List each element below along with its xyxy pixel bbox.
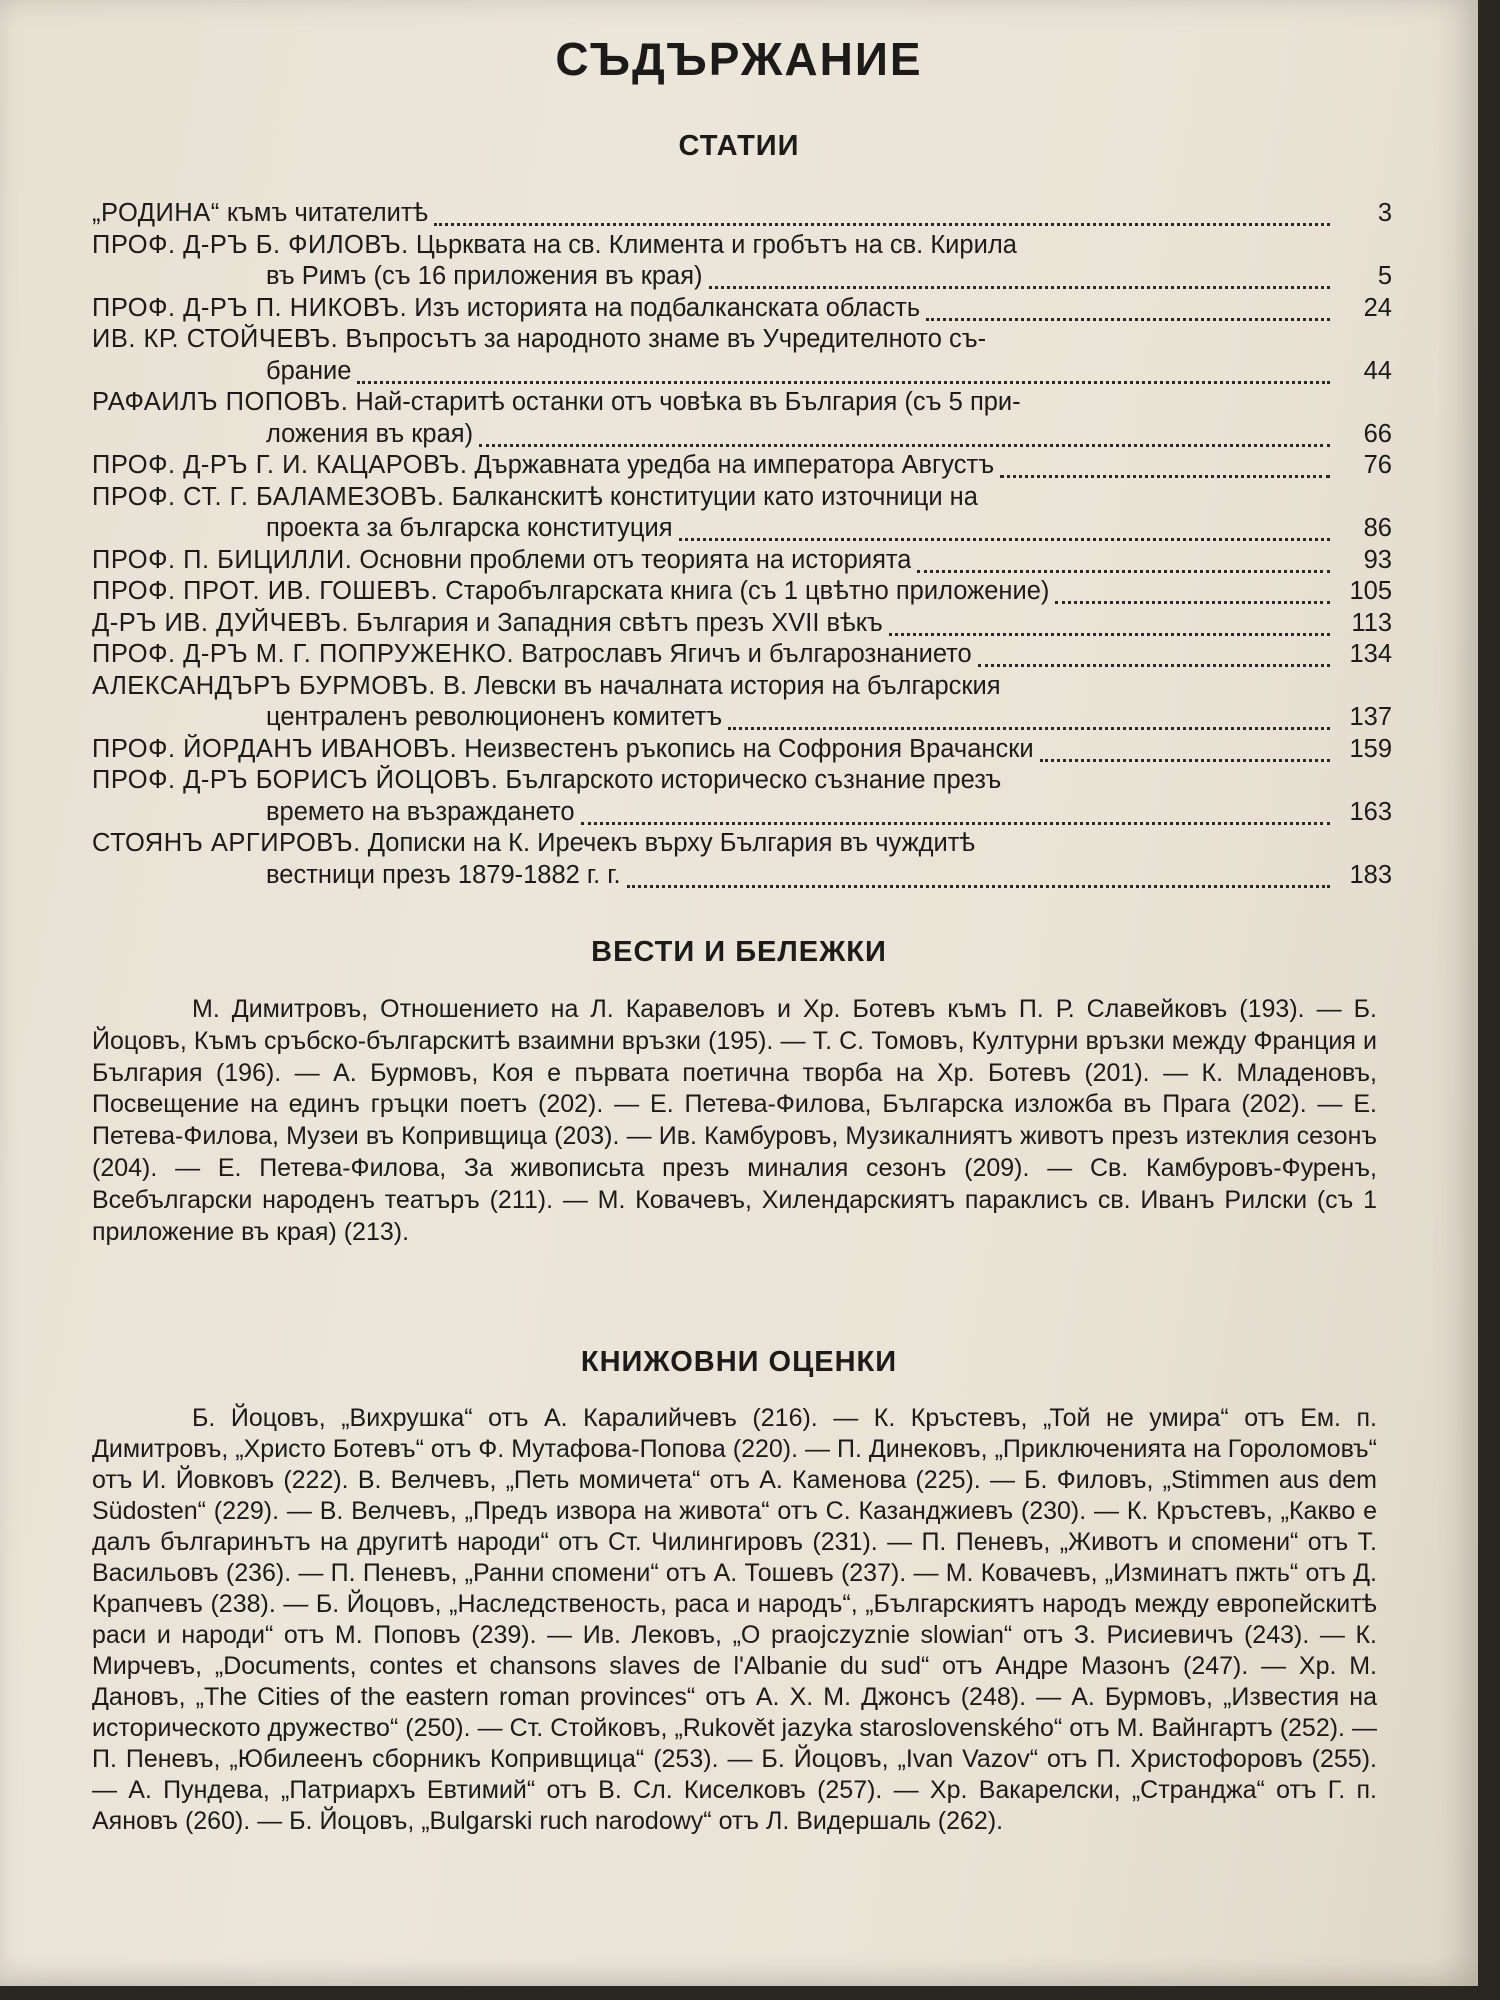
toc-page-number: 3 [1377, 199, 1392, 227]
toc-title-line: България и Западния свѣтъ презъ XVII вѣкъ [356, 608, 883, 637]
toc-title-line: брание [266, 356, 352, 385]
toc-page-number: 5 [1377, 262, 1392, 290]
toc-title-line: Дописки на К. Иречекъ върху България въ чуждитѣ [367, 829, 976, 857]
toc-author: ПРОФ. П. БИЦИЛЛИ. [92, 545, 353, 574]
toc-page-number: 44 [1363, 356, 1392, 385]
toc-author: ПРОФ. Д-РЪ Б. ФИЛОВЪ. [92, 230, 409, 259]
toc-page-number: 76 [1363, 451, 1392, 479]
news-notes-text: М. Димитровъ, Отношението на Л. Каравеловъ и Хр. Ботевъ къмъ П. Р. Славейковъ (193). — Б. Йоцовъ, Къмъ сръбско-българскитѣ взаимни връзки (195). — Т. С. Томовъ, Културни връзки между Франция и България (196). — А. Бурмовъ, Коя е първата поетична творба на Хр. Ботевъ (201). — К. Младеновъ, Посвещение на единъ гръцки поетъ (202). — Е. Петева-Филова, Българска изложба въ Прага (202). — Е. Петева-Филова, Музеи въ Копривщица (203). — Ив. Камбуровъ, Музикалниятъ животъ презъ изтеклия сезонъ (204). — Е. Петева-Филова, За живописьта презъ миналия сезонъ (209). — Св. Камбуровъ-Фуренъ, Всебългарски народенъ театъръ (211). — М. Ковачевъ, Хилендарскиятъ параклисъ св. Иванъ Рилски (съ 1 приложение въ края) (213). [92, 995, 1377, 1246]
toc-entry [92, 293, 1392, 325]
book-reviews-paragraph [92, 1403, 1377, 1837]
toc-title-line: Основни проблеми отъ теорията на историята [359, 545, 912, 574]
leader-dots [581, 812, 1330, 825]
toc-author: РАФАИЛЪ ПОПОВЪ. [92, 388, 349, 416]
toc-title-line: времето на възраждането [266, 797, 575, 826]
toc-title-line: Ватрославъ Ягичъ и българознанието [521, 640, 972, 668]
page-title: СЪДЪРЖАНИЕ [555, 33, 923, 85]
toc-entry [92, 450, 1392, 482]
toc-page-number: 137 [1349, 703, 1392, 731]
toc-entry [92, 734, 1392, 766]
toc-entry [92, 576, 1392, 608]
toc-page-number: 86 [1363, 514, 1392, 542]
toc-title-line: проекта за българска конституция [266, 514, 673, 542]
leader-dots [679, 528, 1330, 541]
leader-dots [1000, 465, 1330, 478]
toc-page-number: 93 [1363, 545, 1392, 574]
toc-title-line: В. Левски въ началната история на българския [442, 671, 1001, 700]
toc-page-number: 24 [1363, 293, 1392, 322]
toc-page-number: 183 [1349, 860, 1392, 889]
toc-title-line: къмъ читателитѣ [226, 199, 429, 227]
toc-page-number: 159 [1349, 734, 1392, 763]
leader-dots [434, 213, 1330, 226]
toc-entry [92, 545, 1392, 577]
toc-title-line: въ Римъ (съ 16 приложения въ края) [266, 262, 703, 290]
toc-title-line: Балканскитѣ конституции като източници на [451, 482, 978, 511]
section-heading-news: ВЕСТИ И БЕЛЕЖКИ [591, 936, 887, 968]
toc-author: ПРОФ. Д-РЪ П. НИКОВЪ. [92, 293, 408, 322]
toc-title-line: Неизвестенъ ръкопись на Софрония Врачански [464, 734, 1034, 763]
toc-author: Д-РЪ ИВ. ДУЙЧЕВЪ. [92, 608, 349, 637]
news-notes-paragraph [92, 994, 1377, 1248]
toc-author: ПРОФ. ПРОТ. ИВ. ГОШЕВЪ. [92, 577, 439, 605]
toc-author: ПРОФ. Д-РЪ М. Г. ПОПРУЖЕНКО. [92, 640, 515, 668]
toc-entry [92, 639, 1392, 671]
toc-author: ПРОФ. ЙОРДАНЪ ИВАНОВЪ. [92, 734, 458, 763]
leader-dots [357, 371, 1330, 384]
leader-dots [1040, 749, 1330, 762]
toc-author: ПРОФ. Д-РЪ БОРИСЪ ЙОЦОВЪ. [92, 766, 499, 794]
toc-title-line: Изъ историята на подбалканската область [414, 293, 921, 322]
toc-entry [92, 671, 1392, 734]
toc-entry [92, 387, 1392, 450]
leader-dots [917, 560, 1330, 573]
toc-title-line: Цьрквата на св. Климента и гробътъ на св. Кирила [415, 230, 1017, 259]
toc-page-number: 163 [1349, 797, 1392, 826]
toc-entry [92, 765, 1392, 828]
toc-entry [92, 482, 1392, 545]
toc-author: „РОДИНА“ [92, 199, 220, 227]
toc-title-line: Въпросътъ за народното знаме въ Учредителното съ- [345, 325, 987, 353]
leader-dots [978, 654, 1330, 667]
toc-author: ПРОФ. СТ. Г. БАЛАМЕЗОВЪ. [92, 482, 445, 511]
toc-page-number: 134 [1349, 640, 1392, 668]
toc-title-line: Старобългарската книга (съ 1 цвѣтно приложение) [445, 577, 1050, 605]
leader-dots [709, 276, 1330, 289]
toc-title-line: ложения въ края) [266, 419, 474, 448]
book-reviews-text: Б. Йоцовъ, „Вихрушка“ отъ А. Каралийчевъ (216). — К. Кръстевъ, „Той не умира“ отъ Ем. п. Димитровъ, „Христо Ботевъ“ отъ Ф. Мутафова-Попова (220). — П. Динековъ, „Приключенията на Гороломовъ“ отъ И. Йовковъ (222). В. Велчевъ, „Петь момичета“ отъ А. Каменова (225). — Б. Филовъ, „Stimmen aus dem Südosten“ (229). — В. Велчевъ, „Предъ извора на живота“ отъ С. Казанджиевъ (230). — К. Кръстевъ, „Какво е далъ българинътъ на другитѣ народи“ отъ Ст. Чилингировъ (231). — П. Пеневъ, „Животъ и спомени“ отъ Т. Васильовъ (236). — П. Пеневъ, „Ранни спомени“ отъ А. Тошевъ (237). — М. Ковачевъ, „Изминатъ пжть“ отъ Д. Крапчевъ (238). — Б. Йоцовъ, „Наследственость, раса и народъ“, „Българскиятъ народъ между европейскитѣ раси и народи“ отъ М. Поповъ (239). — Ив. Лековъ, „O praojczyznie slowian“ отъ З. Рисиевичъ (243). — К. Мирчевъ, „Documents, contes et chansons slaves de l'Albanie du sud“ отъ Андре Мазонъ (247). — Хр. М. Дановъ, „The Cities of the eastern roman provinces“ отъ А. Х. М. Джонсъ (248). — А. Бурмовъ, „Известия на историческото дружество“ (250). — Ст. Стойковъ, „Rukovět jazyka staroslovenského“ отъ М. Вайнгартъ (252). — П. Пеневъ, „Юбилеенъ сборникъ Копривщица“ (253). — Б. Йоцовъ, „Ivan Vazov“ отъ П. Христофоровъ (255). — А. Пундева, „Патриархъ Евтимий“ отъ В. Сл. Киселковъ (257). — Хр. Вакарелски, „Странджа“ отъ Г. п. Аяновъ (260). — Б. Йоцовъ, „Bulgarski ruch narodowy“ отъ Л. Видершаль (262). [92, 1404, 1377, 1835]
section-heading-articles: СТАТИИ [678, 130, 800, 162]
toc-entry [92, 230, 1392, 293]
leader-dots [1055, 591, 1330, 604]
toc-page-number: 113 [1351, 608, 1392, 637]
toc-title-line: Най-старитѣ останки отъ човѣка въ България (съ 5 при- [355, 388, 1021, 416]
toc-author: ПРОФ. Д-РЪ Г. И. КАЦАРОВЪ. [92, 451, 468, 479]
toc-page-number: 105 [1349, 577, 1392, 605]
section-heading-books: КНИЖОВНИ ОЦЕНКИ [580, 1346, 898, 1378]
leader-dots [627, 875, 1330, 888]
toc-author: АЛЕКСАНДЪРЪ БУРМОВЪ. [92, 671, 436, 700]
toc-entry [92, 608, 1392, 640]
toc-title-line: вестници презъ 1879-1882 г. г. [266, 860, 621, 889]
toc-entry [92, 828, 1392, 891]
table-of-contents [92, 198, 1392, 891]
toc-page-number: 66 [1363, 419, 1392, 448]
toc-title-line: централенъ революционенъ комитетъ [266, 703, 723, 731]
leader-dots [728, 717, 1330, 730]
leader-dots [889, 623, 1330, 636]
toc-title-line: Българското историческо съзнание презъ [505, 766, 1002, 794]
toc-entry [92, 324, 1392, 387]
toc-entry [92, 198, 1392, 230]
toc-author: ИВ. КР. СТОЙЧЕВЪ. [92, 325, 339, 353]
leader-dots [479, 434, 1330, 447]
leader-dots [926, 308, 1330, 321]
toc-title-line: Държавната уредба на императора Августъ [474, 451, 995, 479]
toc-author: СТОЯНЪ АРГИРОВЪ. [92, 829, 361, 857]
